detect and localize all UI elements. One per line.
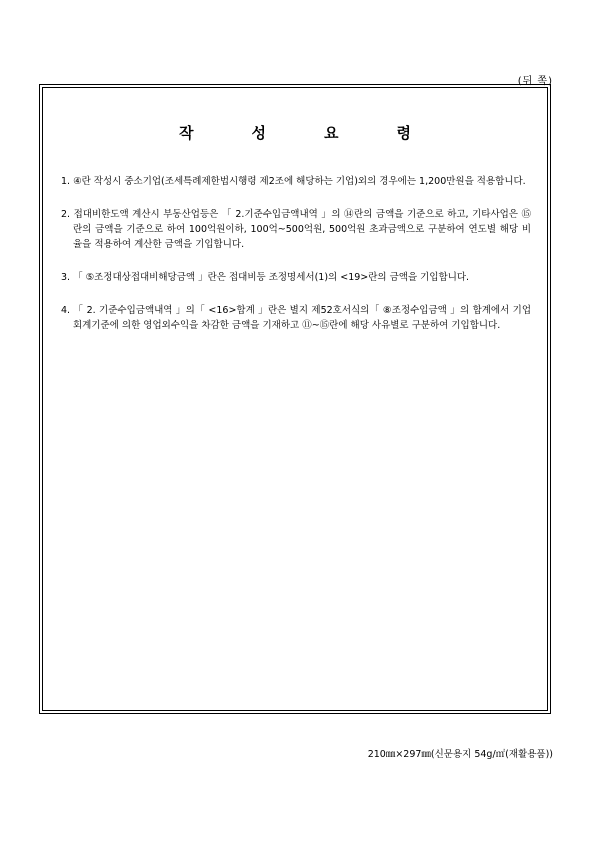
paper-spec-footer: 210㎜×297㎜(신문용지 54g/㎡(재활용품)) [367, 749, 553, 760]
document-title [43, 122, 547, 143]
title-char: 성 [251, 124, 266, 142]
document-frame-inner [42, 87, 548, 711]
title-char: 령 [396, 124, 411, 142]
instruction-item-1: 1. ④란 작성시 중소기업(조세특례제한법시행령 제2조에 해당하는 기업)외의 경우에는 1,200만원을 적용합니다. [61, 176, 526, 187]
document-frame [39, 84, 551, 714]
instruction-item-3: 3. 「 ⑤조정대상접대비해당금액 」란은 접대비등 조정명세서(1)의 <19>란의 금액을 기입합니다. [61, 272, 470, 283]
instruction-item-2: 2. 접대비한도액 계산시 부동산업등은 「 2.기준수입금액내역 」의 ⑭란의 금액을 기준으로 하고, 기타사업은 ⑮란의 금액을 기준으로 하여 100억원이하, 100억~500억원, 500억원 초과금액으로 구분하여 연도별 해당 비율을 적용하여 계산한 금액을 기입합니다. [61, 209, 531, 250]
instruction-item-4: 4. 「 2. 기준수입금액내역 」의「 <16>합계 」란은 별지 제52호서식의「 ⑧조정수입금액 」의 합계에서 기업회계기준에 의한 영업외수익을 차감한 금액을 기재하고 ⑪~⑮란에 해당 사유별로 구분하여 기입합니다. [61, 305, 531, 331]
title-char: 작 [179, 124, 194, 142]
page-side-label: (뒤 쪽) [517, 76, 553, 87]
title-char: 요 [324, 124, 339, 142]
instruction-list [61, 174, 531, 351]
